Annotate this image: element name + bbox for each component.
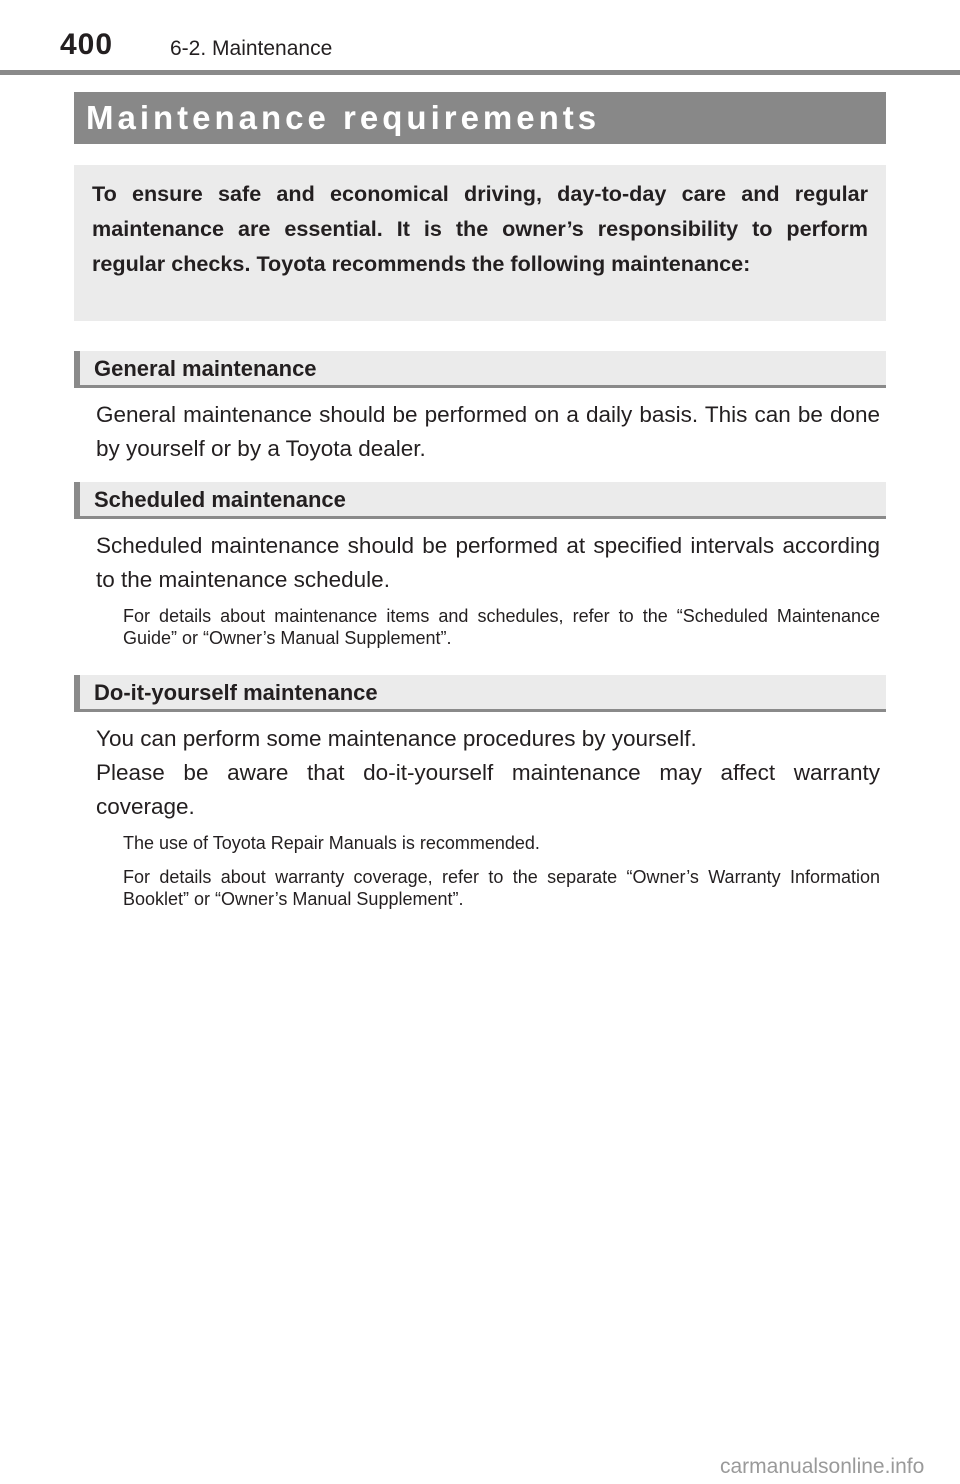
diy-maintenance-heading-label: Do-it-yourself maintenance (94, 680, 378, 705)
page-title: Maintenance requirements (86, 99, 601, 136)
intro-text: To ensure safe and economical driving, day-to-day care and regular maintenance are essential. It is the owner’s responsibility to perform regular checks. Toyota recommends the following maintenance: (92, 181, 868, 276)
title-band (74, 92, 886, 144)
page-number: 400 (60, 28, 114, 61)
intro-box (74, 165, 886, 321)
diy-maintenance-body-1: You can perform some maintenance procedures by yourself. (96, 726, 697, 751)
diy-maintenance-note-2: For details about warranty coverage, refer to the separate “Owner’s Warranty Information Booklet” or “Owner’s Manual Supplement”. (123, 867, 880, 909)
watermark: carmanualsonline.info (720, 1455, 925, 1478)
general-maintenance-heading (74, 351, 886, 388)
scheduled-maintenance-heading-label: Scheduled maintenance (94, 487, 346, 512)
general-maintenance-heading-label: General maintenance (94, 356, 317, 381)
scheduled-maintenance-note: For details about maintenance items and schedules, refer to the “Scheduled Maintenance Guide” or “Owner’s Manual Supplement”. (123, 606, 880, 648)
diy-maintenance-note-1: The use of Toyota Repair Manuals is recommended. (123, 833, 540, 853)
scheduled-maintenance-heading (74, 482, 886, 519)
scheduled-maintenance-body: Scheduled maintenance should be performed at specified intervals according to the maintenance schedule. (96, 533, 880, 592)
general-maintenance-body: General maintenance should be performed on a daily basis. This can be done by yourself or by a Toyota dealer. (96, 402, 880, 461)
section-label: 6-2. Maintenance (170, 37, 333, 60)
diy-maintenance-body-2: Please be aware that do-it-yourself maintenance may affect warranty coverage. (96, 760, 880, 819)
header-rule (0, 70, 960, 75)
diy-maintenance-heading (74, 675, 886, 712)
page-header (0, 0, 960, 76)
